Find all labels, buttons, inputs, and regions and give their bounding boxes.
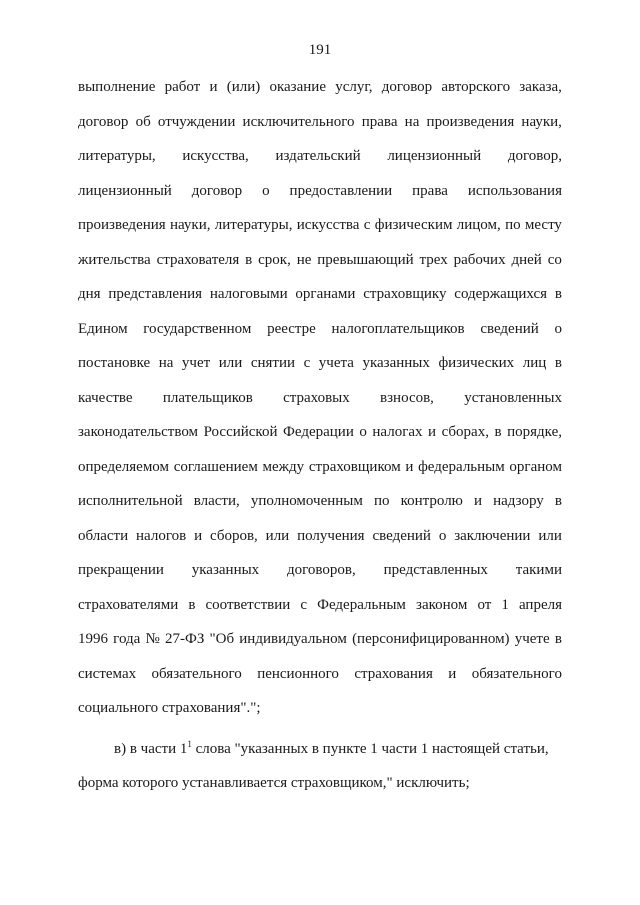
word: превышающий: [317, 251, 414, 268]
word: на: [404, 113, 420, 130]
word: индивидуальном: [239, 631, 347, 647]
word: и: [473, 493, 483, 509]
word: взносов,: [380, 389, 434, 406]
word: учета: [318, 355, 354, 371]
paragraph-1-line: социального страхования".";: [78, 700, 261, 716]
body-text: [78, 79, 562, 810]
word: (или): [226, 79, 261, 95]
word: реестре: [267, 320, 316, 337]
word: оказание: [269, 79, 326, 95]
word: учет: [181, 355, 211, 371]
word: №: [145, 631, 160, 647]
word: установленных: [464, 389, 562, 406]
word: такими: [515, 562, 562, 578]
word: со: [547, 251, 562, 268]
word: плательщиков: [162, 389, 253, 406]
paragraph-1: [78, 79, 562, 735]
paragraph-1-line: [78, 424, 562, 459]
word: области: [78, 527, 129, 544]
word: договор: [191, 182, 243, 199]
word: 1: [501, 596, 509, 613]
word: представления: [108, 286, 203, 302]
paragraph-1-line: [78, 217, 562, 252]
paragraph-1-line: [78, 493, 562, 528]
word: в: [554, 286, 562, 302]
paragraph-2: [78, 738, 562, 810]
word: с: [300, 596, 308, 613]
word: сведений: [372, 527, 431, 544]
part-text: слова "указанных в пункте 1 части 1 настоящей статьи,: [191, 740, 549, 757]
part-reference: в) в части 1: [114, 740, 188, 757]
word: исполнительной: [78, 493, 183, 509]
paragraph-2-line-1: [78, 738, 562, 776]
word: по: [505, 217, 521, 233]
word: налогах: [372, 424, 423, 440]
word: "Об: [209, 631, 235, 647]
word: договоров,: [287, 562, 356, 578]
word: права: [412, 182, 448, 199]
word: с: [303, 355, 311, 371]
word: работ: [164, 79, 201, 95]
word: налогов: [136, 527, 187, 544]
word: в: [188, 596, 196, 613]
word: и: [428, 424, 437, 440]
word: года: [113, 631, 141, 647]
word: в: [554, 355, 562, 371]
word: определяемом: [78, 458, 170, 475]
paragraph-1-line: [78, 390, 562, 425]
paragraph-1-line: [78, 286, 562, 321]
page-number: 191: [308, 42, 332, 58]
word: между: [262, 458, 305, 475]
word: федеральным: [418, 458, 505, 475]
word: законом: [416, 596, 468, 613]
word: 1996: [78, 631, 108, 647]
word: прекращении: [78, 562, 164, 578]
word: обязательного: [151, 665, 242, 682]
word: постановке: [78, 355, 151, 371]
word: договор: [78, 113, 129, 130]
paragraph-1-line: [78, 148, 562, 183]
word: договор,: [507, 148, 562, 164]
word: науки,: [169, 217, 211, 233]
word: искусства: [296, 217, 360, 233]
word: и: [209, 79, 218, 95]
paragraph-1-line: [78, 79, 562, 114]
word: и: [194, 527, 203, 544]
word: трех: [419, 251, 448, 268]
word: налогоплательщиков: [331, 320, 465, 337]
word: законодательством: [78, 424, 199, 440]
word: содержащихся: [454, 286, 548, 302]
word: рабочих: [453, 251, 506, 268]
paragraph-1-line: [78, 355, 562, 390]
word: сборов,: [209, 527, 258, 544]
word: по: [373, 493, 390, 509]
word: Едином: [78, 320, 128, 337]
word: с: [363, 217, 371, 233]
word: пенсионного: [257, 665, 339, 682]
word: качестве: [78, 389, 133, 406]
word: физическим: [374, 217, 453, 233]
word: лицензионный: [387, 148, 482, 164]
word: или: [218, 355, 243, 371]
paragraph-1-line: [78, 114, 562, 149]
word: страховщиком: [308, 458, 401, 475]
word: о: [262, 182, 270, 199]
paragraph-1-line: [78, 562, 562, 597]
word: в: [554, 631, 562, 647]
word: произведения: [426, 113, 515, 130]
paragraph-1-line: [78, 597, 562, 632]
paragraph-1-line: [78, 321, 562, 356]
word: от: [477, 596, 492, 613]
superscript: 1: [187, 738, 192, 749]
word: месту: [524, 217, 562, 233]
word: об: [135, 113, 151, 130]
word: страхователями: [78, 596, 179, 613]
word: Федеральным: [317, 596, 406, 613]
word: апреля: [518, 596, 562, 613]
word: не: [296, 251, 312, 268]
word: и: [405, 458, 414, 475]
word: обязательного: [471, 665, 562, 682]
word: заключении: [454, 527, 531, 544]
word: в: [245, 251, 253, 268]
word: заказа,: [519, 79, 562, 95]
paragraph-1-line: [78, 183, 562, 218]
word: снятии: [250, 355, 296, 371]
word: налоговыми: [209, 286, 288, 302]
word: Российской: [203, 424, 278, 440]
word: исключительного: [242, 113, 355, 130]
word: отчуждении: [157, 113, 236, 130]
word: (персонифицированном): [352, 631, 510, 647]
word: предоставлении: [289, 182, 393, 199]
word: договор: [381, 79, 433, 95]
word: учете: [514, 631, 550, 647]
paragraph-1-line: [78, 631, 562, 666]
paragraph-1-line: [78, 459, 562, 494]
word: страхователя: [156, 251, 240, 268]
word: системах: [78, 665, 137, 682]
word: авторского: [441, 79, 511, 95]
paragraph-2-line-1-text: [114, 738, 549, 758]
paragraph-1-line: [78, 528, 562, 563]
word: физических: [438, 355, 515, 371]
word: государственном: [143, 320, 252, 337]
word: указанных: [191, 562, 260, 578]
word: представленных: [383, 562, 488, 578]
word: соответствии: [205, 596, 291, 613]
word: Федерации: [283, 424, 354, 440]
word: страховых: [283, 389, 350, 406]
word: услуг,: [335, 79, 373, 95]
word: сведений: [480, 320, 539, 337]
word: жительства: [78, 251, 151, 268]
word: о: [554, 320, 562, 337]
word: органами: [295, 286, 356, 302]
word: лиц: [522, 355, 547, 371]
word: лицензионный: [78, 182, 172, 199]
word: 27-ФЗ: [164, 631, 205, 647]
word: дней: [511, 251, 542, 268]
word: дня: [78, 286, 101, 302]
paragraph-1-line: [78, 252, 562, 287]
paragraph-2-line-2: форма которого устанавливается страховщиком," исключить;: [78, 775, 470, 791]
word: науки,: [521, 113, 562, 130]
word: литературы,: [78, 148, 156, 164]
word: и: [448, 665, 457, 682]
word: в: [554, 493, 562, 509]
word: о: [359, 424, 367, 440]
word: страхования: [354, 665, 433, 682]
word: издательский: [275, 148, 361, 164]
word: или: [538, 527, 562, 544]
word: использования: [467, 182, 562, 199]
word: произведения: [78, 217, 166, 233]
word: получения: [297, 527, 365, 544]
word: порядке,: [507, 424, 562, 440]
word: лицом,: [456, 217, 501, 233]
word: литературы,: [214, 217, 293, 233]
word: страховщику: [363, 286, 447, 302]
word: или: [265, 527, 290, 544]
word: надзору: [493, 493, 544, 509]
word: на: [158, 355, 174, 371]
word: уполномоченным: [250, 493, 363, 509]
word: соглашением: [173, 458, 258, 475]
word: сборах,: [441, 424, 489, 440]
word: органом: [509, 458, 562, 475]
word: искусства,: [182, 148, 249, 164]
word: власти,: [193, 493, 240, 509]
word: о: [438, 527, 447, 544]
word: контролю: [400, 493, 463, 509]
word: указанных: [362, 355, 430, 371]
word: выполнение: [78, 79, 156, 95]
paragraph-1-line: [78, 666, 562, 701]
word: права: [361, 113, 398, 130]
word: в: [494, 424, 502, 440]
word: срок,: [258, 251, 291, 268]
